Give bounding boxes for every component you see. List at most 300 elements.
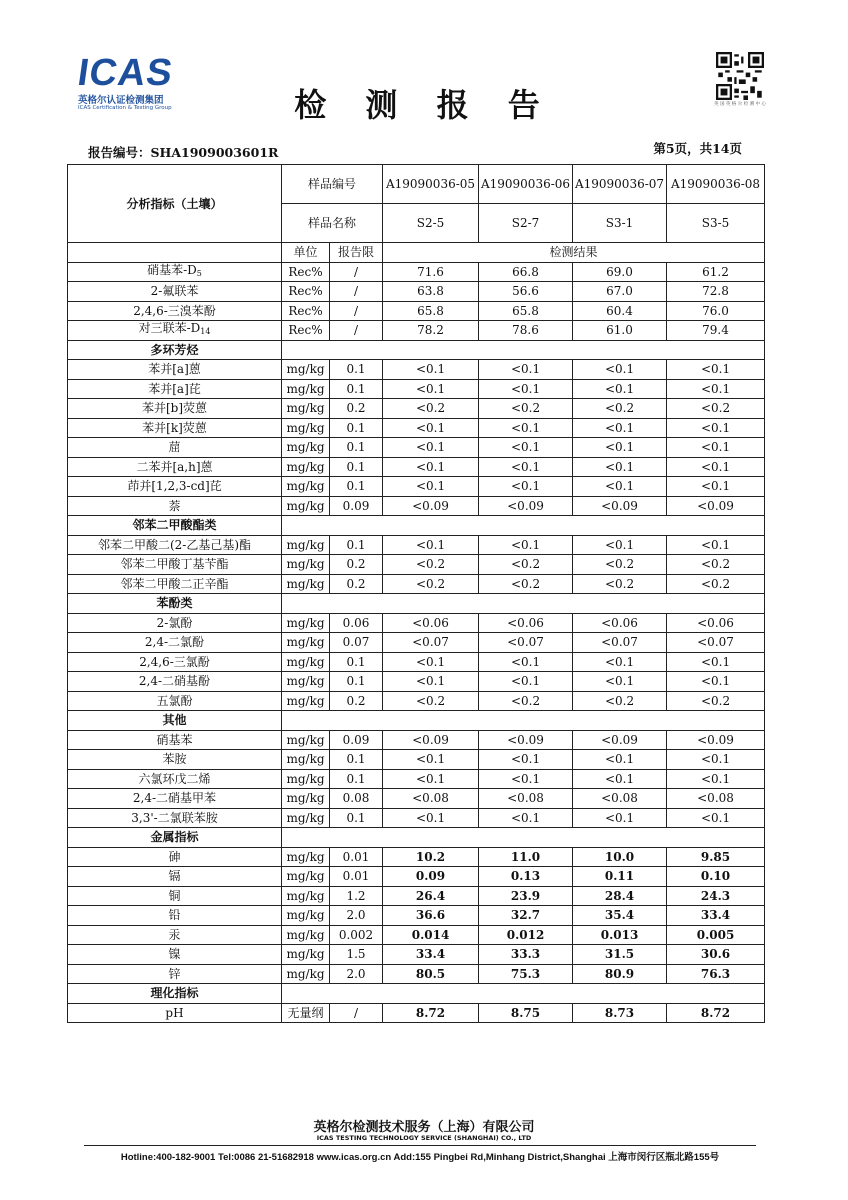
result-cell: <0.1 [573,808,667,828]
result-cell: 24.3 [667,886,765,906]
unit-cell: mg/kg [282,633,330,653]
unit-cell: mg/kg [282,964,330,984]
section-header-row [68,984,765,1004]
table-row [68,457,765,477]
result-cell: <0.1 [573,379,667,399]
limit-cell: 0.09 [330,496,383,516]
unit-cell: mg/kg [282,906,330,926]
limit-cell: 0.1 [330,418,383,438]
unit-cell: mg/kg [282,808,330,828]
table-row [68,964,765,984]
limit-cell: 0.1 [330,750,383,770]
analyte-name: 2,4-二氯酚 [68,633,282,653]
result-cell: 0.014 [383,925,479,945]
result-cell: <0.1 [383,808,479,828]
result-cell: <0.1 [667,750,765,770]
limit-cell: 0.1 [330,360,383,380]
result-cell: <0.1 [479,808,573,828]
result-cell: <0.1 [383,535,479,555]
limit-cell: / [330,301,383,321]
result-cell: 66.8 [479,262,573,282]
sample-no: A19090036-05 [383,165,479,204]
section-title: 金属指标 [68,828,282,848]
result-cell: 69.0 [573,262,667,282]
result-cell: <0.2 [573,691,667,711]
result-cell: <0.1 [383,379,479,399]
table-row [68,1003,765,1023]
limit-cell: 1.2 [330,886,383,906]
unit-cell: Rec% [282,262,330,282]
logo-wordmark: ICAS [75,52,176,94]
analyte-name: 汞 [68,925,282,945]
blank-cell [282,711,765,731]
analyte-name: 锌 [68,964,282,984]
limit-cell: 0.002 [330,925,383,945]
unit-cell: Rec% [282,282,330,302]
result-cell: 26.4 [383,886,479,906]
result-cell: <0.1 [479,360,573,380]
section-header-row [68,516,765,536]
unit-cell: mg/kg [282,750,330,770]
analyte-name [68,301,282,321]
unit-cell: mg/kg [282,360,330,380]
result-cell: <0.09 [573,496,667,516]
table-row [68,906,765,926]
result-cell: <0.09 [573,730,667,750]
result-cell: 33.3 [479,945,573,965]
logo-cn-name: 英格尔认证检测集团 [78,95,164,106]
analyte-name: 䓛 [68,438,282,458]
result-cell: 76.0 [667,301,765,321]
result-cell: <0.2 [479,691,573,711]
table-row [68,652,765,672]
analyte-name: 2-氯酚 [68,613,282,633]
section-header-row [68,594,765,614]
result-cell: <0.08 [479,789,573,809]
result-cell: <0.1 [667,379,765,399]
footer-company-cn: 英格尔检测技术服务（上海）有限公司 [313,1120,535,1135]
unit-cell: mg/kg [282,769,330,789]
result-cell: 65.8 [479,301,573,321]
section-header-row [68,711,765,731]
analyte-name: 萘 [68,496,282,516]
result-cell: <0.2 [479,399,573,419]
limit-cell: 0.07 [330,633,383,653]
table-row [68,262,765,282]
section-header-row [68,828,765,848]
qr-caption: 英 国 英 格 尔 检 测 中 心 [714,102,766,107]
page-title: 检 测 报 告 [294,86,554,124]
limit-cell: 0.1 [330,438,383,458]
analyte-name-text: 硝基苯-D [147,262,197,277]
table-row [68,321,765,341]
results-table [67,164,765,1023]
section-title: 多环芳烃 [68,340,282,360]
table-row [68,633,765,653]
analyte-name: 苯并[a]芘 [68,379,282,399]
result-cell: <0.1 [667,418,765,438]
result-cell: 35.4 [573,906,667,926]
sample-no: A19090036-06 [479,165,573,204]
table-row [68,789,765,809]
result-cell: 23.9 [479,886,573,906]
table-row [68,555,765,575]
unit-cell: mg/kg [282,847,330,867]
result-cell: 76.3 [667,964,765,984]
unit-cell: mg/kg [282,886,330,906]
result-cell: <0.09 [667,730,765,750]
result-header: 检测结果 [383,243,765,263]
analyte-name: 茚并[1,2,3-cd]芘 [68,477,282,497]
result-cell: 75.3 [479,964,573,984]
result-cell: 80.5 [383,964,479,984]
unit-cell: mg/kg [282,691,330,711]
result-cell: 63.8 [383,282,479,302]
result-cell: 36.6 [383,906,479,926]
result-cell: <0.2 [383,399,479,419]
result-cell: <0.08 [383,789,479,809]
unit-cell: Rec% [282,321,330,341]
unit-cell: mg/kg [282,457,330,477]
unit-cell: mg/kg [282,652,330,672]
page-number: 第5页，共14页 [653,141,742,156]
unit-cell: mg/kg [282,379,330,399]
report-number: 报告编号：SHA1909003601R [88,145,279,160]
result-cell: <0.07 [479,633,573,653]
result-cell: 8.75 [479,1003,573,1023]
result-cell: <0.06 [479,613,573,633]
table-row [68,301,765,321]
limit-cell: 0.2 [330,555,383,575]
limit-cell: 0.1 [330,379,383,399]
limit-cell: 0.06 [330,613,383,633]
result-cell: 61.2 [667,262,765,282]
table-row [68,438,765,458]
result-cell: <0.2 [383,555,479,575]
result-cell: <0.1 [383,769,479,789]
sample-name: S3-5 [667,204,765,243]
result-cell: <0.1 [479,769,573,789]
result-cell: <0.1 [573,652,667,672]
result-cell: <0.1 [573,457,667,477]
limit-cell: 1.5 [330,945,383,965]
analyte-name: 邻苯二甲酸二(2-乙基己基)酯 [68,535,282,555]
result-cell: <0.2 [667,574,765,594]
section-title: 苯酚类 [68,594,282,614]
result-cell: 0.013 [573,925,667,945]
analyte-name: 邻苯二甲酸二正辛酯 [68,574,282,594]
limit-cell: 0.1 [330,477,383,497]
result-cell: <0.09 [667,496,765,516]
limit-cell: 0.08 [330,789,383,809]
result-cell: <0.1 [573,535,667,555]
result-cell: <0.1 [383,652,479,672]
result-cell: <0.06 [667,613,765,633]
table-row [68,399,765,419]
result-cell: <0.1 [573,360,667,380]
result-cell: <0.1 [573,477,667,497]
result-cell: <0.1 [573,769,667,789]
unit-cell: mg/kg [282,574,330,594]
table-row [68,282,765,302]
unit-cell: mg/kg [282,399,330,419]
unit-cell: mg/kg [282,496,330,516]
result-cell: 33.4 [383,945,479,965]
unit-cell: Rec% [282,301,330,321]
result-cell: 79.4 [667,321,765,341]
result-cell: <0.1 [573,438,667,458]
result-cell: 0.09 [383,867,479,887]
table-row [68,730,765,750]
result-cell: <0.1 [383,750,479,770]
limit-cell: 2.0 [330,964,383,984]
result-cell: 32.7 [479,906,573,926]
result-cell: <0.2 [383,691,479,711]
result-cell: 67.0 [573,282,667,302]
result-cell: 8.73 [573,1003,667,1023]
result-cell: 80.9 [573,964,667,984]
result-cell: <0.1 [667,457,765,477]
unit-cell: mg/kg [282,613,330,633]
result-cell: 28.4 [573,886,667,906]
unit-cell: mg/kg [282,789,330,809]
analyte-name [68,262,282,282]
table-row [68,379,765,399]
table-row [68,847,765,867]
unit-cell: mg/kg [282,477,330,497]
unit-cell: mg/kg [282,535,330,555]
limit-cell: / [330,282,383,302]
unit-cell: mg/kg [282,945,330,965]
limit-cell: / [330,262,383,282]
limit-cell: 0.01 [330,867,383,887]
result-cell: <0.1 [479,379,573,399]
result-cell: 0.10 [667,867,765,887]
section-title: 其他 [68,711,282,731]
result-cell: <0.1 [573,750,667,770]
analyte-name: 2,4,6-三氯酚 [68,652,282,672]
result-cell: <0.2 [667,555,765,575]
analyte-name: 镍 [68,945,282,965]
qr-code-icon [716,52,764,100]
table-row [68,535,765,555]
result-cell: <0.08 [667,789,765,809]
result-cell: <0.1 [667,808,765,828]
result-cell: <0.1 [383,457,479,477]
result-cell: <0.1 [667,652,765,672]
limit-cell: 2.0 [330,906,383,926]
limit-cell: / [330,1003,383,1023]
analyte-name: 苯胺 [68,750,282,770]
result-cell: <0.1 [479,477,573,497]
table-row [68,691,765,711]
limit-cell: 0.1 [330,535,383,555]
result-cell: 60.4 [573,301,667,321]
sample-name: S3-1 [573,204,667,243]
table-row [68,769,765,789]
blank-cell [282,594,765,614]
result-cell: <0.2 [573,574,667,594]
result-cell: 72.8 [667,282,765,302]
result-cell: <0.07 [667,633,765,653]
analyte-name: 砷 [68,847,282,867]
footer-contact: Hotline:400-182-9001 Tel:0086 21-51682918 www.icas.org.cn Add:155 Pingbei Rd,Minhang District,Shanghai 上海市闵行区瓶北路155号 [120,1152,720,1163]
result-cell: <0.09 [383,496,479,516]
analyte-name: 六氯环戊二烯 [68,769,282,789]
limit-cell: / [330,321,383,341]
unit-cell: mg/kg [282,418,330,438]
limit-cell: 0.01 [330,847,383,867]
result-cell: <0.1 [479,418,573,438]
sample-no: A19090036-08 [667,165,765,204]
result-cell: <0.1 [383,477,479,497]
table-row [68,750,765,770]
table-row [68,360,765,380]
analyte-name: 铜 [68,886,282,906]
result-cell: 8.72 [667,1003,765,1023]
result-cell: 11.0 [479,847,573,867]
result-cell: 31.5 [573,945,667,965]
table-row [68,574,765,594]
result-cell: <0.07 [573,633,667,653]
table-row [68,867,765,887]
result-cell: 65.8 [383,301,479,321]
analyte-name: 邻苯二甲酸丁基苄酯 [68,555,282,575]
section-title: 邻苯二甲酸酯类 [68,516,282,536]
analyte-name [68,321,282,341]
limit-cell: 0.1 [330,808,383,828]
result-cell: 0.005 [667,925,765,945]
result-cell: <0.2 [667,399,765,419]
blank-cell [282,340,765,360]
result-cell: 10.0 [573,847,667,867]
result-cell: 78.2 [383,321,479,341]
table-row [68,477,765,497]
section-title: 理化指标 [68,984,282,1004]
result-cell: 78.6 [479,321,573,341]
result-cell: <0.1 [383,438,479,458]
result-cell: <0.2 [479,555,573,575]
result-cell: <0.1 [573,672,667,692]
result-cell: <0.1 [667,672,765,692]
blank-cell [68,243,282,263]
analyte-name: 铅 [68,906,282,926]
analyte-name: 3,3'-二氯联苯胺 [68,808,282,828]
limit-cell: 0.1 [330,652,383,672]
result-cell: 61.0 [573,321,667,341]
section-header-row [68,340,765,360]
result-cell: <0.1 [479,750,573,770]
analyte-name: 苯并[k]荧蒽 [68,418,282,438]
analysis-header: 分析指标（土壤） [68,165,282,243]
result-cell: <0.1 [479,652,573,672]
unit-header: 单位 [282,243,330,263]
result-cell: <0.1 [667,438,765,458]
analyte-name-text: 2-氟联苯 [150,284,199,299]
result-cell: 8.72 [383,1003,479,1023]
analyte-name: 二苯并[a,h]蒽 [68,457,282,477]
analyte-name: pH [68,1003,282,1023]
unit-cell: mg/kg [282,672,330,692]
limit-cell: 0.2 [330,574,383,594]
result-cell: <0.1 [479,438,573,458]
result-cell: 9.85 [667,847,765,867]
result-cell: <0.1 [667,535,765,555]
table-row [68,886,765,906]
result-cell: <0.07 [383,633,479,653]
analyte-name [68,282,282,302]
analyte-name: 苯并[b]荧蒽 [68,399,282,419]
result-cell: <0.08 [573,789,667,809]
analyte-name-text: 对三联苯-D [138,321,201,336]
result-cell: 10.2 [383,847,479,867]
result-cell: 56.6 [479,282,573,302]
unit-cell: mg/kg [282,555,330,575]
analyte-name: 苯并[a]蒽 [68,360,282,380]
analyte-subscript: 14 [200,327,211,337]
blank-cell [282,516,765,536]
logo-en-name: ICAS Certification & Testing Group [78,105,172,111]
blank-cell [282,828,765,848]
table-row [68,418,765,438]
sample-no: A19090036-07 [573,165,667,204]
result-cell: <0.1 [667,769,765,789]
table-row [68,496,765,516]
unit-cell: 无量纲 [282,1003,330,1023]
footer-divider [84,1145,756,1146]
result-cell: <0.2 [479,574,573,594]
limit-cell: 0.09 [330,730,383,750]
analyte-name: 五氯酚 [68,691,282,711]
table-row [68,945,765,965]
result-cell: 33.4 [667,906,765,926]
result-cell: <0.1 [479,535,573,555]
result-cell: 0.11 [573,867,667,887]
result-cell: <0.2 [573,555,667,575]
result-cell: 0.13 [479,867,573,887]
footer-company-en: ICAS TESTING TECHNOLOGY SERVICE (SHANGHAI) CO., LTD [316,1134,532,1142]
analyte-name: 镉 [68,867,282,887]
result-cell: 0.012 [479,925,573,945]
result-cell: <0.1 [479,457,573,477]
table-row [68,808,765,828]
unit-cell: mg/kg [282,730,330,750]
sample-no-label: 样品编号 [282,165,383,204]
table-row [68,925,765,945]
analyte-name: 2,4-二硝基甲苯 [68,789,282,809]
result-cell: 71.6 [383,262,479,282]
sample-name-label: 样品名称 [282,204,383,243]
limit-cell: 0.1 [330,457,383,477]
analyte-name-text: 2,4,6-三溴苯酚 [133,303,216,318]
limit-cell: 0.2 [330,399,383,419]
table-row [68,672,765,692]
unit-cell: mg/kg [282,438,330,458]
analyte-name: 2,4-二硝基酚 [68,672,282,692]
analyte-subscript: 5 [196,268,202,278]
result-cell: <0.1 [667,477,765,497]
result-cell: <0.2 [573,399,667,419]
table-row [68,613,765,633]
result-cell: <0.1 [383,418,479,438]
result-cell: <0.2 [383,574,479,594]
result-cell: <0.06 [573,613,667,633]
result-cell: <0.1 [667,360,765,380]
limit-cell: 0.1 [330,672,383,692]
result-cell: 30.6 [667,945,765,965]
analyte-name: 硝基苯 [68,730,282,750]
sample-name: S2-7 [479,204,573,243]
